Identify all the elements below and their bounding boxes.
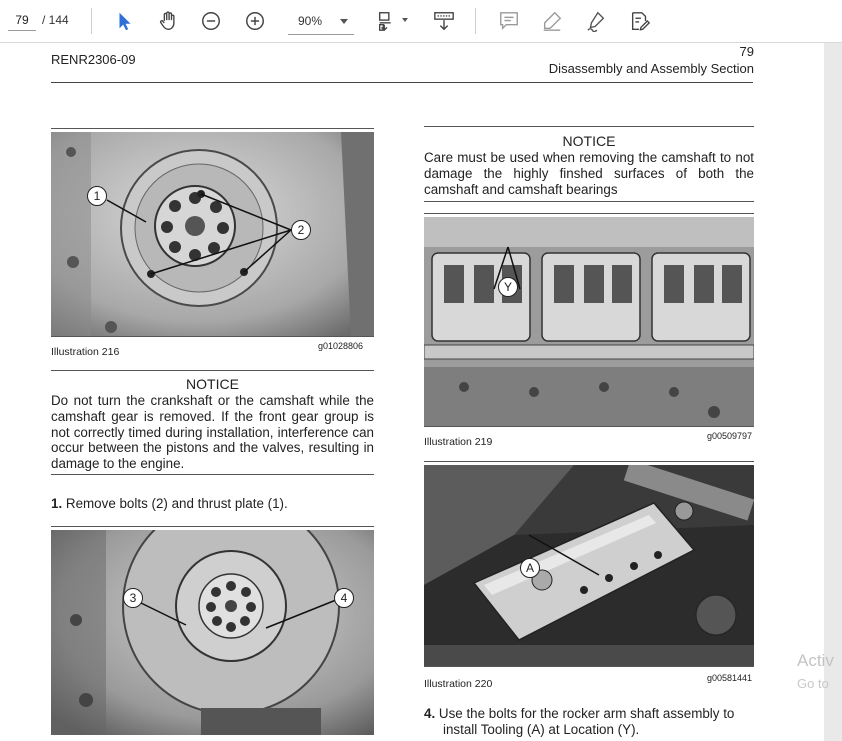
rule [51, 474, 374, 475]
step-text: Use the bolts for the rocker arm shaft assembly to [438, 706, 735, 721]
zoom-out-icon[interactable] [198, 8, 224, 34]
rule [424, 126, 754, 127]
vertical-scrollbar[interactable] [824, 43, 842, 741]
comment-icon[interactable] [496, 8, 522, 34]
rule [424, 426, 754, 427]
sign-icon[interactable] [583, 8, 609, 34]
callout-4: 4 [334, 588, 354, 608]
toolbar-divider [475, 8, 476, 34]
download-icon[interactable] [431, 8, 457, 34]
notice-title: NOTICE [186, 376, 239, 392]
step-number: 1. [51, 496, 63, 511]
page-number: 79 [739, 44, 754, 59]
select-arrow-icon[interactable] [112, 8, 138, 34]
rule [51, 336, 374, 337]
document-viewer[interactable] [0, 43, 842, 741]
illustration-caption: Illustration 216 [51, 346, 120, 358]
header-rule [51, 82, 753, 83]
rule [424, 666, 754, 667]
document-id: RENR2306-09 [51, 52, 136, 67]
hand-pan-icon[interactable] [155, 8, 181, 34]
rule [51, 370, 374, 371]
rule [424, 213, 754, 214]
highlight-pen-icon[interactable] [539, 8, 565, 34]
illustration-217-photo [51, 530, 374, 735]
pdf-toolbar [0, 0, 842, 43]
step-number: 4. [424, 706, 436, 721]
illustration-caption: Illustration 220 [424, 678, 493, 690]
callout-2: 2 [291, 220, 311, 240]
zoom-select[interactable] [288, 8, 354, 35]
page-number-input[interactable] [8, 10, 36, 31]
callout-1: 1 [87, 186, 107, 206]
rule [51, 128, 374, 129]
step-text: Remove bolts (2) and thrust plate (1). [65, 496, 288, 511]
pdf-page [0, 43, 824, 741]
notice-title: NOTICE [562, 133, 616, 149]
illustration-id: g00581441 [707, 673, 753, 683]
fit-page-icon[interactable] [374, 8, 400, 34]
callout-y: Y [498, 277, 518, 297]
illustration-219-photo [424, 217, 754, 426]
illustration-216-photo [51, 132, 374, 336]
section-title: Disassembly and Assembly Section [548, 61, 754, 76]
step-text: install Tooling (A) at Location (Y). [443, 721, 640, 737]
zoom-value: 90% [298, 14, 323, 28]
step-1 [51, 496, 374, 512]
toolbar-divider [91, 8, 92, 34]
zoom-in-icon[interactable] [242, 8, 268, 34]
illustration-220-photo [424, 465, 754, 666]
rule [424, 461, 754, 462]
chevron-down-icon[interactable] [402, 18, 408, 22]
illustration-id: g01028806 [318, 341, 364, 351]
activation-watermark: Activ [797, 651, 834, 670]
illustration-id: g00509797 [707, 431, 753, 441]
callout-a: A [520, 558, 540, 578]
notice-text: Do not turn the crankshaft or the camshaft while the camshaft gear is removed. If the front gear group is not correctly timed during installation, interference can occur between the pistons and the valves, resulting in damage to the engine. [51, 393, 374, 472]
illustration-caption: Illustration 219 [424, 436, 493, 448]
callout-3: 3 [123, 588, 143, 608]
step-4 [424, 706, 764, 738]
chevron-down-icon [340, 19, 348, 24]
notice-text: Care must be used when removing the camshaft to not damage the highly finshed surfaces of both the camshaft and camshaft bearings [424, 150, 754, 197]
page-total: / 144 [42, 13, 69, 27]
rule [424, 201, 754, 202]
edit-pdf-icon[interactable] [627, 8, 653, 34]
activation-watermark-sub: Go to [797, 676, 829, 691]
rule [51, 526, 374, 527]
